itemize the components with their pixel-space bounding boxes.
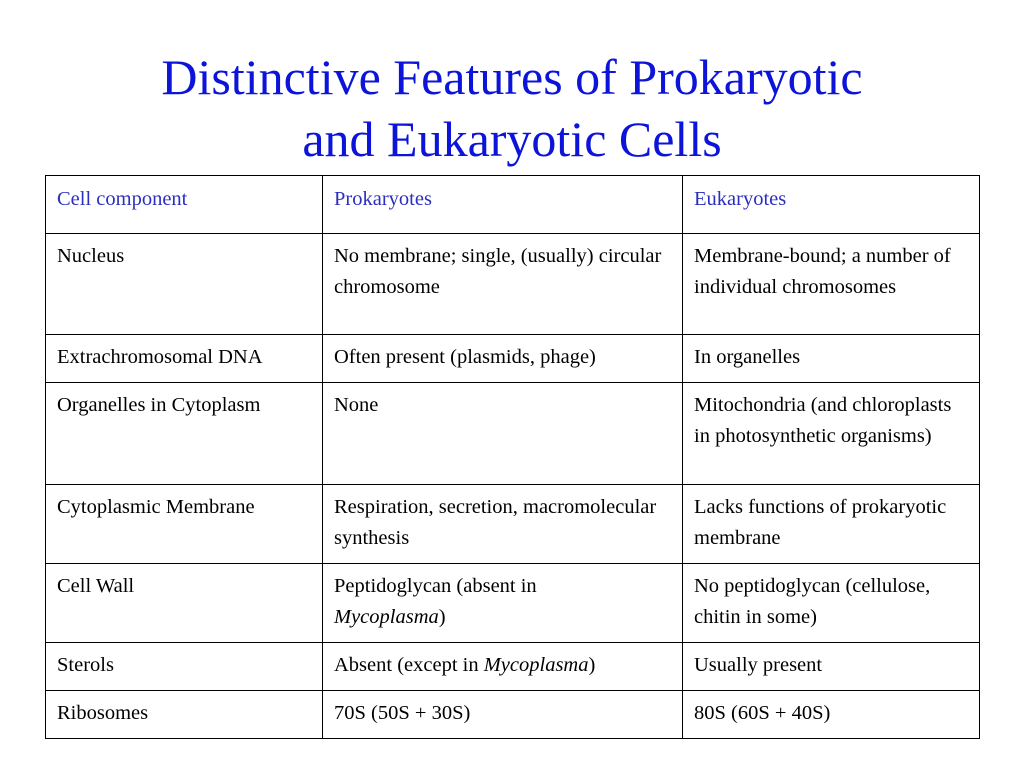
cell-prokaryotes: 70S (50S + 30S)	[323, 691, 683, 739]
slide-title-line-2: and Eukaryotic Cells	[302, 111, 722, 167]
cell-prokaryotes-close: )	[438, 606, 446, 628]
table-row	[46, 691, 980, 739]
table-header-row	[46, 176, 980, 234]
slide-title-line-1: Distinctive Features of Prokaryotic	[161, 49, 863, 105]
cell-prokaryotes	[323, 564, 683, 643]
cell-component: Ribosomes	[46, 691, 323, 739]
table-row	[46, 564, 980, 643]
cell-prokaryotes	[323, 643, 683, 691]
cell-component: Extrachromosomal DNA	[46, 335, 323, 383]
cell-eukaryotes: Lacks functions of prokaryotic membrane	[683, 485, 980, 564]
cell-eukaryotes: 80S (60S + 40S)	[683, 691, 980, 739]
header-cell-component: Cell component	[46, 176, 323, 234]
table-row	[46, 485, 980, 564]
cell-prokaryotes: Often present (plasmids, phage)	[323, 335, 683, 383]
cell-eukaryotes: Mitochondria (and chloroplasts in photosynthetic organisms)	[683, 383, 980, 485]
features-table	[45, 175, 980, 739]
cell-component: Nucleus	[46, 234, 323, 335]
cell-prokaryotes-text: Peptidoglycan (absent in	[334, 575, 537, 597]
cell-eukaryotes: Membrane-bound; a number of individual chromosomes	[683, 234, 980, 335]
cell-eukaryotes: No peptidoglycan (cellulose, chitin in some)	[683, 564, 980, 643]
cell-prokaryotes-italic: Mycoplasma	[334, 606, 439, 628]
table-row	[46, 335, 980, 383]
cell-component: Sterols	[46, 643, 323, 691]
cell-component: Cytoplasmic Membrane	[46, 485, 323, 564]
slide-title	[0, 46, 1024, 170]
cell-component: Cell Wall	[46, 564, 323, 643]
cell-prokaryotes: No membrane; single, (usually) circular chromosome	[323, 234, 683, 335]
cell-eukaryotes: In organelles	[683, 335, 980, 383]
table-row	[46, 383, 980, 485]
table-row	[46, 643, 980, 691]
cell-prokaryotes-italic: Mycoplasma	[483, 654, 589, 676]
cell-eukaryotes: Usually present	[683, 643, 980, 691]
cell-prokaryotes-close: )	[588, 654, 596, 676]
header-cell-eukaryotes: Eukaryotes	[683, 176, 980, 234]
cell-prokaryotes-text: Absent (except in	[334, 654, 484, 676]
cell-component: Organelles in Cytoplasm	[46, 383, 323, 485]
header-cell-prokaryotes: Prokaryotes	[323, 176, 683, 234]
cell-prokaryotes: Respiration, secretion, macromolecular synthesis	[323, 485, 683, 564]
table-row	[46, 234, 980, 335]
cell-prokaryotes: None	[323, 383, 683, 485]
